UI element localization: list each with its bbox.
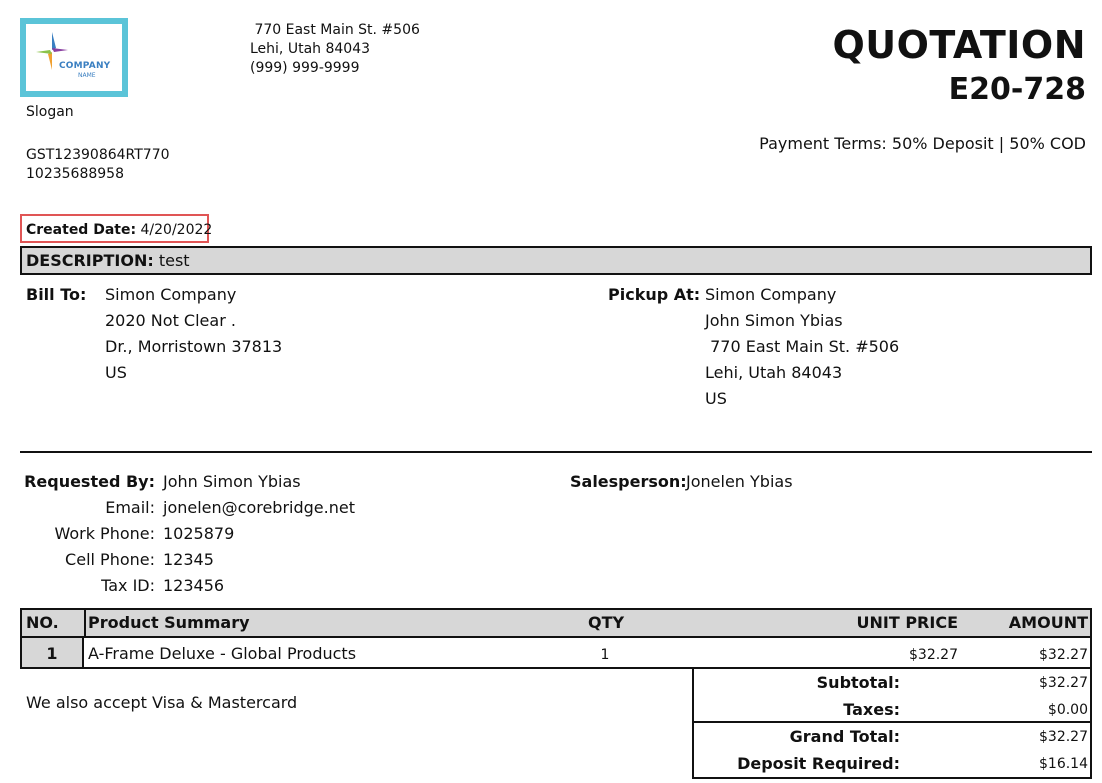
bill-to-label: Bill To:	[26, 285, 87, 304]
pickup-at-line: John Simon Ybias	[705, 311, 843, 330]
column-divider	[84, 608, 86, 638]
grand-total-label: Grand Total:	[789, 727, 900, 746]
col-header-no: NO.	[26, 613, 59, 632]
subtotal-label: Subtotal:	[816, 673, 900, 692]
row-unit-price: $32.27	[909, 647, 958, 663]
requested-by-label: Requested By:	[24, 472, 155, 491]
deposit-required-label: Deposit Required:	[737, 754, 900, 773]
company-gst: GST12390864RT770	[26, 147, 170, 163]
company-address-line2: Lehi, Utah 84043	[250, 41, 371, 57]
pickup-at-line: Simon Company	[705, 285, 837, 304]
row-qty: 1	[600, 647, 610, 663]
description-label: DESCRIPTION:	[26, 251, 154, 270]
created-date-label: Created Date:	[26, 222, 137, 238]
payment-note: We also accept Visa & Mastercard	[26, 693, 298, 712]
requested-by-value: John Simon Ybias	[163, 472, 301, 491]
subtotal-value: $32.27	[1039, 675, 1088, 691]
email-label: Email:	[105, 498, 155, 517]
row-summary: A-Frame Deluxe - Global Products	[88, 644, 357, 663]
bill-to-line: US	[105, 363, 127, 382]
deposit-required-value: $16.14	[1039, 756, 1088, 772]
pickup-at-line: US	[705, 389, 727, 408]
company-slogan: Slogan	[26, 104, 74, 120]
col-header-unit-price: UNIT PRICE	[856, 613, 958, 632]
company-number: 10235688958	[26, 166, 124, 182]
description-value: test	[158, 251, 190, 270]
col-header-qty: QTY	[588, 613, 625, 632]
work-phone-label: Work Phone:	[54, 524, 155, 543]
bill-to-line: 2020 Not Clear .	[105, 311, 236, 330]
row-number: 1	[46, 644, 58, 663]
logo-text: COMPANY	[59, 61, 111, 71]
row-amount: $32.27	[1039, 647, 1088, 663]
description-bar	[20, 246, 1092, 275]
tax-id-value: 123456	[163, 576, 225, 595]
created-date-value: 4/20/2022	[140, 222, 213, 238]
logo-subtext: NAME	[78, 72, 96, 79]
pickup-at-line: 770 East Main St. #506	[705, 337, 900, 356]
payment-terms: Payment Terms: 50% Deposit | 50% COD	[759, 134, 1086, 153]
bill-to-line: Dr., Morristown 37813	[105, 337, 283, 356]
salesperson-label: Salesperson:	[570, 472, 687, 491]
pickup-at-label: Pickup At:	[608, 285, 701, 304]
taxes-value: $0.00	[1047, 702, 1088, 718]
work-phone-value: 1025879	[163, 524, 235, 543]
cell-phone-label: Cell Phone:	[65, 550, 155, 569]
section-divider	[20, 451, 1092, 453]
taxes-label: Taxes:	[843, 700, 900, 719]
col-header-amount: AMOUNT	[1008, 613, 1088, 632]
document-title: QUOTATION	[832, 23, 1086, 67]
bill-to-line: Simon Company	[105, 285, 237, 304]
company-logo	[20, 18, 128, 97]
tax-id-label: Tax ID:	[101, 576, 155, 595]
company-address-line1: 770 East Main St. #506	[250, 22, 420, 38]
created-date	[26, 221, 212, 239]
pickup-at-line: Lehi, Utah 84043	[705, 363, 843, 382]
col-header-summary: Product Summary	[88, 613, 250, 632]
document-number: E20-728	[948, 72, 1086, 107]
company-phone: (999) 999-9999	[250, 60, 360, 76]
logo-inner	[26, 24, 122, 91]
salesperson-value: Jonelen Ybias	[686, 472, 793, 491]
email-value: jonelen@corebridge.net	[163, 498, 355, 517]
grand-total-value: $32.27	[1039, 729, 1088, 745]
cell-phone-value: 12345	[163, 550, 214, 569]
